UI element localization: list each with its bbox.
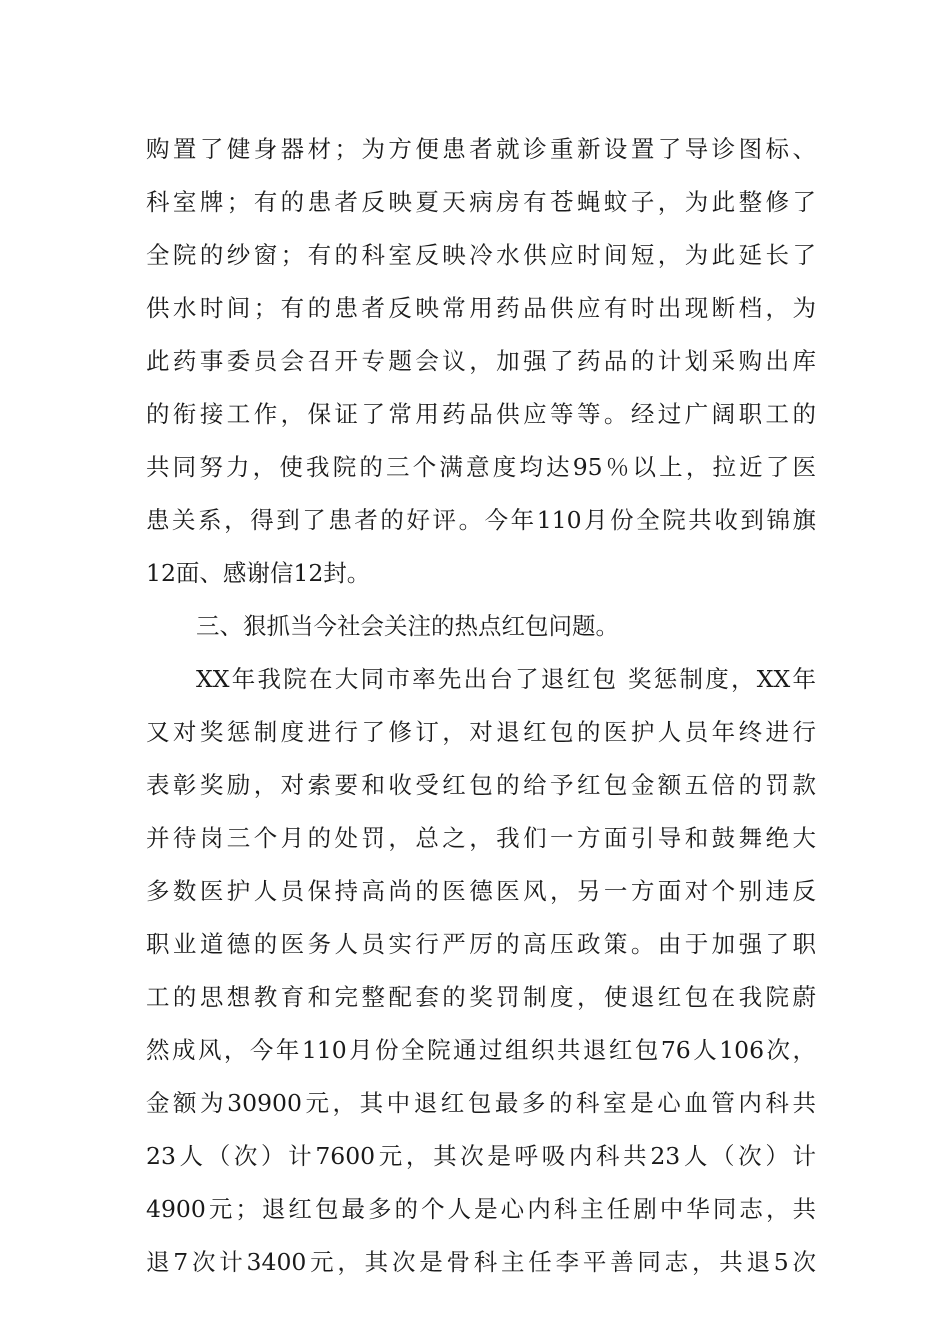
text-line: 供水时间；有的患者反映常用药品供应有时出现断档，为 <box>146 294 816 322</box>
text-line: 表彰奖励，对索要和收受红包的给予红包金额五倍的罚款 <box>146 771 816 799</box>
text-line: 多数医护人员保持高尚的医德医风，另一方面对个别违反 <box>146 877 816 905</box>
text-line: 患关系，得到了患者的好评。今年110月份全院共收到锦旗 <box>146 506 816 534</box>
text-line: 然成风，今年110月份全院通过组织共退红包76人106次， <box>146 1036 816 1064</box>
section-heading: 三、狠抓当今社会关注的热点红包问题。 <box>196 612 619 640</box>
text-line: 共同努力，使我院的三个满意度均达95％以上，拉近了医 <box>146 453 816 481</box>
text-line: 全院的纱窗；有的科室反映冷水供应时间短，为此延长了 <box>146 241 816 269</box>
text-line: 购置了健身器材；为方便患者就诊重新设置了导诊图标、 <box>146 135 816 163</box>
text-line: 工的思想教育和完整配套的奖罚制度，使退红包在我院蔚 <box>146 983 816 1011</box>
text-line: 并待岗三个月的处罚，总之，我们一方面引导和鼓舞绝大 <box>146 824 816 852</box>
text-line: 此药事委员会召开专题会议，加强了药品的计划采购出库 <box>146 347 816 375</box>
text-line: 退7次计3400元，其次是骨科主任李平善同志，共退5次 <box>146 1248 816 1276</box>
text-line: 的衔接工作，保证了常用药品供应等等。经过广阔职工的 <box>146 400 816 428</box>
text-line: 12面、感谢信12封。 <box>146 559 371 587</box>
text-line: 科室牌；有的患者反映夏天病房有苍蝇蚊子，为此整修了 <box>146 188 816 216</box>
text-line: XX年我院在大同市率先出台了退红包 奖惩制度，XX年 <box>196 665 816 693</box>
text-line: 23人（次）计7600元，其次是呼吸内科共23人（次）计 <box>146 1142 816 1170</box>
text-line: 职业道德的医务人员实行严厉的高压政策。由于加强了职 <box>146 930 816 958</box>
text-line: 又对奖惩制度进行了修订，对退红包的医护人员年终进行 <box>146 718 816 746</box>
text-line: 4900元；退红包最多的个人是心内科主任剧中华同志，共 <box>146 1195 816 1223</box>
body-text <box>146 128 816 1294</box>
text-line: 金额为30900元，其中退红包最多的科室是心血管内科共 <box>146 1089 816 1117</box>
